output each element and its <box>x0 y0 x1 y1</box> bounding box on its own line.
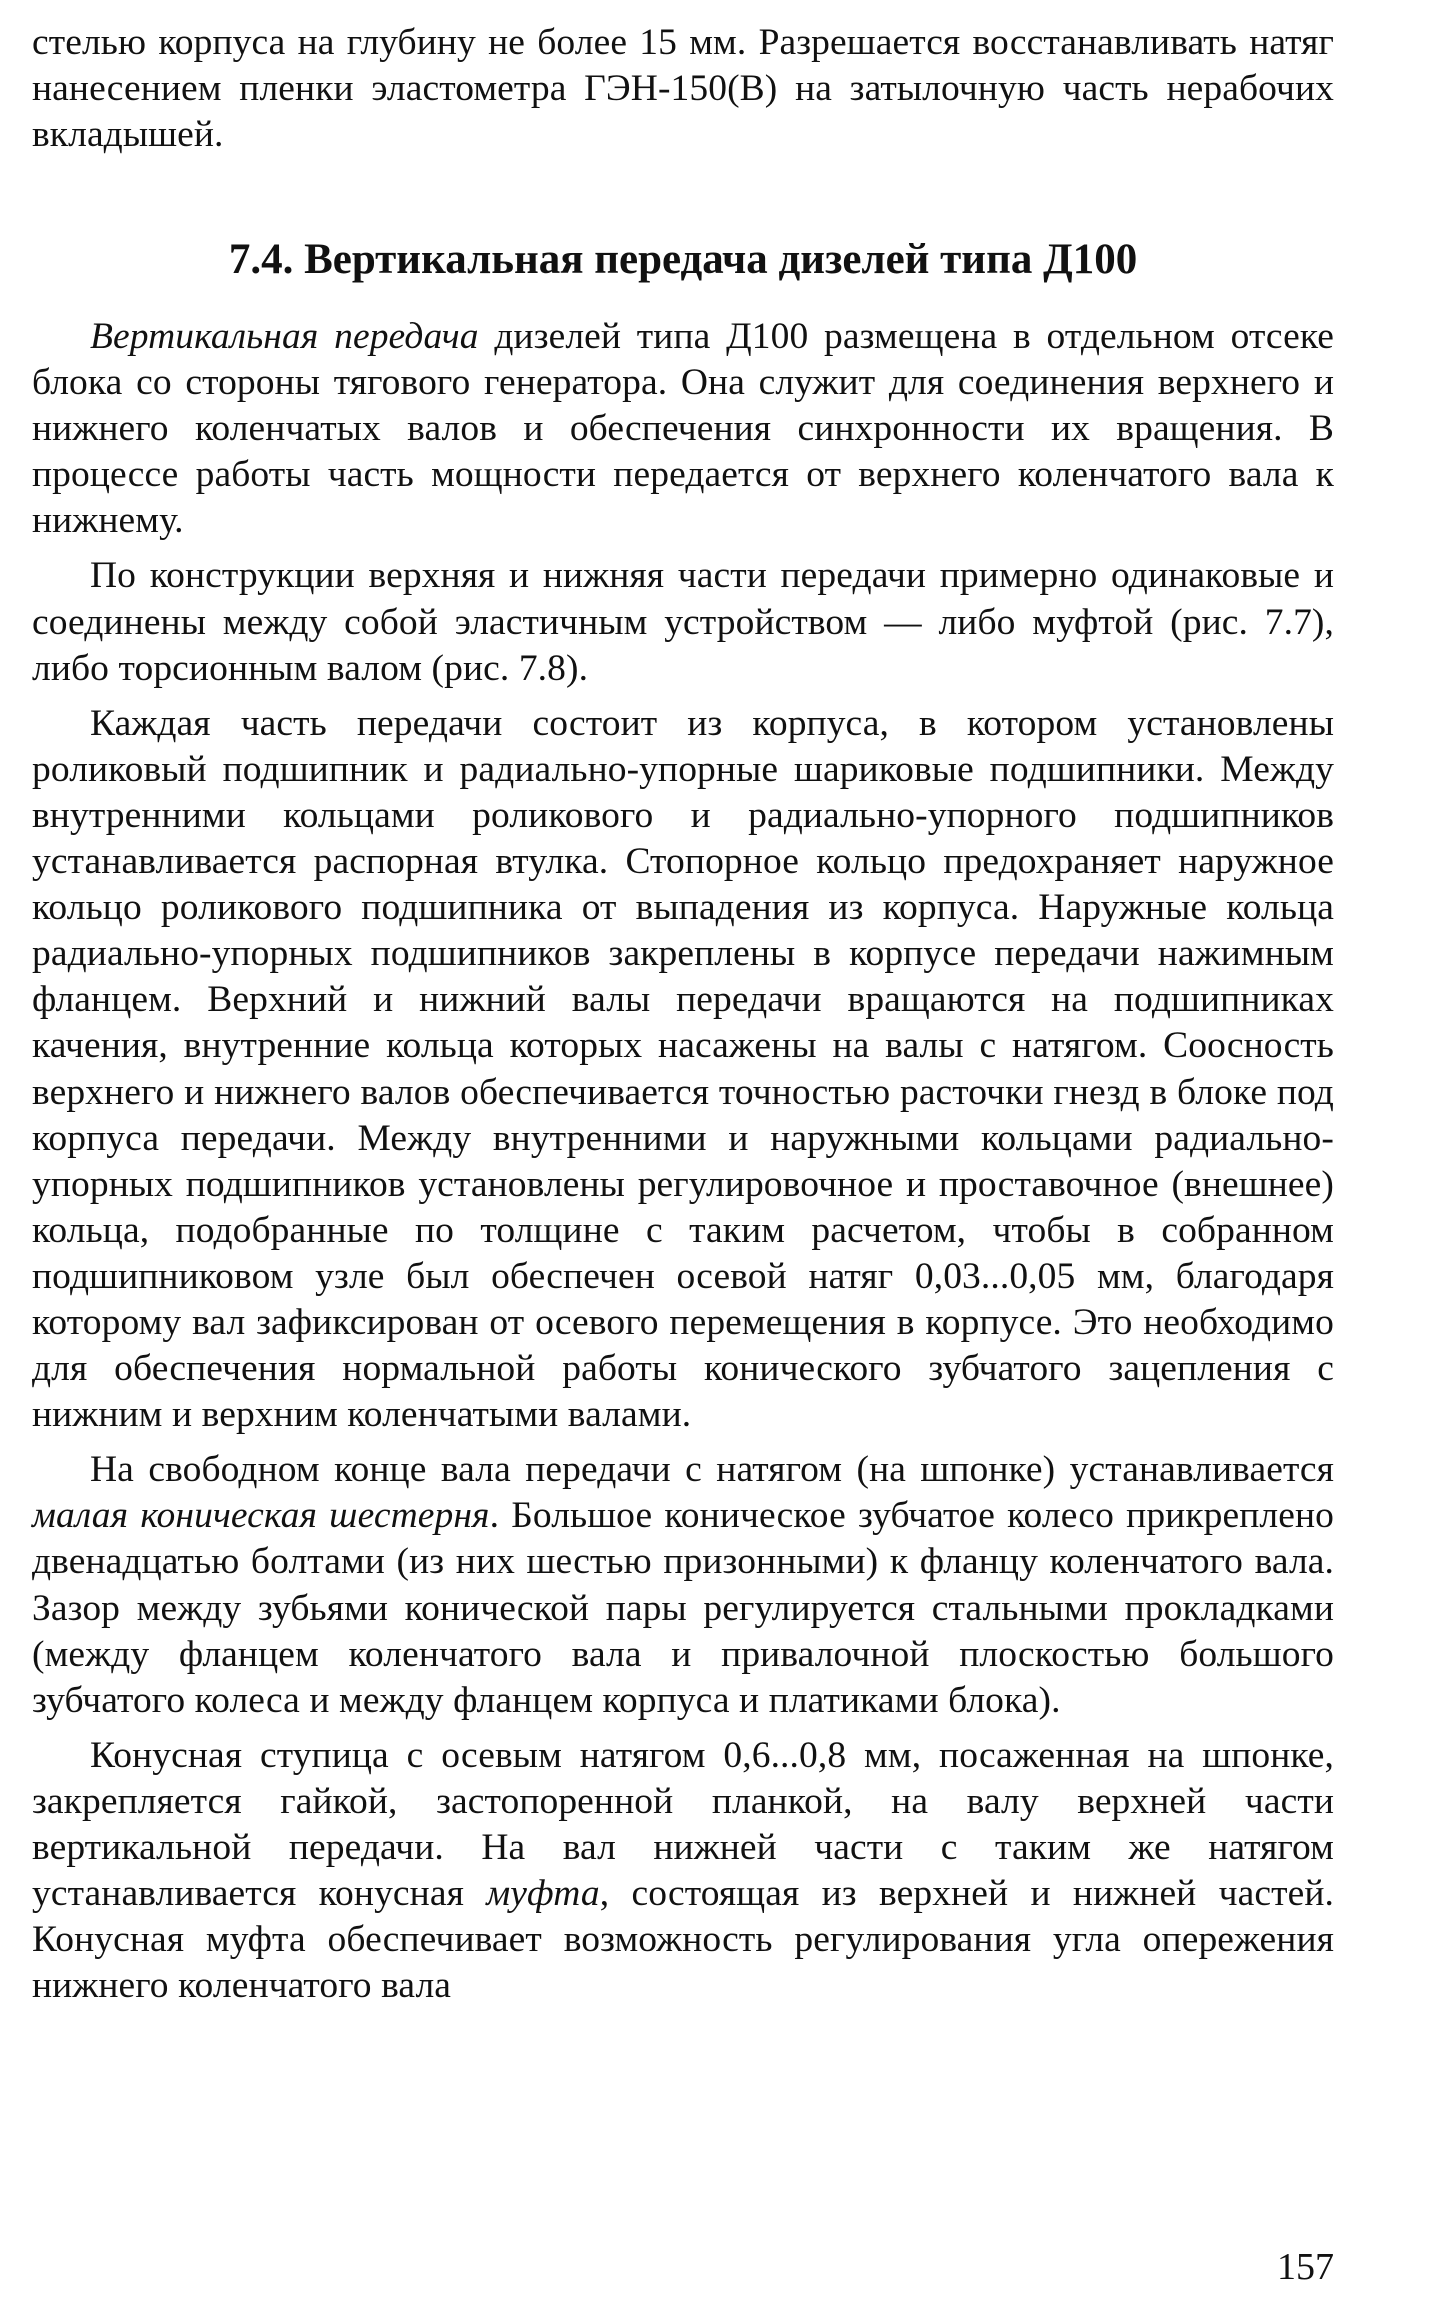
paragraph-bearings <box>32 701 1334 1439</box>
italic-term-vertical-drive: Вертикальная передача <box>90 316 479 357</box>
continuation-paragraph <box>32 20 1334 158</box>
paragraph-text: Конусная ступица с осевым натягом 0,6...0,8 мм, посаженная на шпонке, закрепляется гайкой, застопоренной планкой, на валу верхней части вертикальной передачи. На вал нижней части с таким же натягом устанавливается конусная <box>32 1734 1334 1915</box>
italic-term-small-bevel-gear: малая коническая шестерня <box>32 1495 490 1537</box>
section-body <box>32 314 1334 2009</box>
paragraph-text: , состоящая из верхней и нижней частей. Конусная муфта обеспечивает возможность регулирования угла опережения нижнего коленчатого вала <box>32 1873 1334 2007</box>
paragraph-text: Каждая часть передачи состоит из корпуса, в котором установлены роликовый подшипник и радиально-упорные шариковые подшипники. Между внутренними кольцами роликового и радиально-упорного подшипников устанавливается распорная втулка. Стопорное кольцо предохраняет наружное кольцо роликового подшипника от выпадения из корпуса. Наружные кольца радиально-упорных подшипников закреплены в корпусе передачи нажимным фланцем. Верхний и нижний валы передачи вращаются на подшипниках качения, внутренние кольца которых насажены на валы с натягом. Соосность верхнего и нижнего валов обеспечивается точностью расточки гнезд в блоке под корпуса передачи. Между внутренними и наружными кольцами радиально-упорных подшипников установлены регулировочное и проставочное (внешнее) кольца, подобранные по толщине с таким расчетом, чтобы в собранном подшипниковом узле был обеспечен осевой натяг 0,03...0,05 мм, благодаря которому вал зафиксирован от осевого перемещения в корпусе. Это необходимо для обеспечения нормальной работы конического зубчатого зацепления с нижним и верхним коленчатыми валами. <box>32 702 1334 1436</box>
paragraph-text: . Большое коническое зубчатое колесо прикреплено двенадцатью болтами (из них шестью призонными) к фланцу коленчатого вала. Зазор между зубьями конической пары регулируется стальными прокладками (между фланцем коленчатого вала и привалочной плоскостью большого зубчатого колеса и между фланцем корпуса и платиками блока). <box>32 1495 1334 1721</box>
page-number: 157 <box>1277 2246 1334 2288</box>
paragraph-construction <box>32 553 1334 691</box>
paragraph-cone-hub <box>32 1733 1334 2010</box>
continuation-text: стелью корпуса на глубину не более 15 мм. Разрешается восстанавливать натяг нанесением пленки эластометра ГЭН-150(В) на затылочную часть нерабочих вкладышей. <box>32 22 1334 156</box>
section-heading: 7.4. Вертикальная передача дизелей типа Д100 <box>228 236 1138 283</box>
paragraph-bevel-gear <box>32 1447 1334 1724</box>
paragraph-text: На свободном конце вала передачи с натягом (на шпонке) устанавливается <box>90 1449 1334 1491</box>
italic-term-coupling: муфта <box>486 1873 600 1915</box>
paragraph-vertical-drive-intro <box>32 314 1334 544</box>
paragraph-text: дизелей типа Д100 размещена в отдельном отсеке блока со стороны тягового генератора. Она служит для соединения верхнего и нижнего коленчатых валов и обеспечения синхронности их вращения. В процессе работы часть мощности передается от верхнего коленчатого вала к нижнему. <box>32 316 1334 542</box>
paragraph-text: По конструкции верхняя и нижняя части передачи примерно одинаковые и соединены между собой эластичным устройством — либо муфтой (рис. 7.7), либо торсионным валом (рис. 7.8). <box>32 555 1334 689</box>
